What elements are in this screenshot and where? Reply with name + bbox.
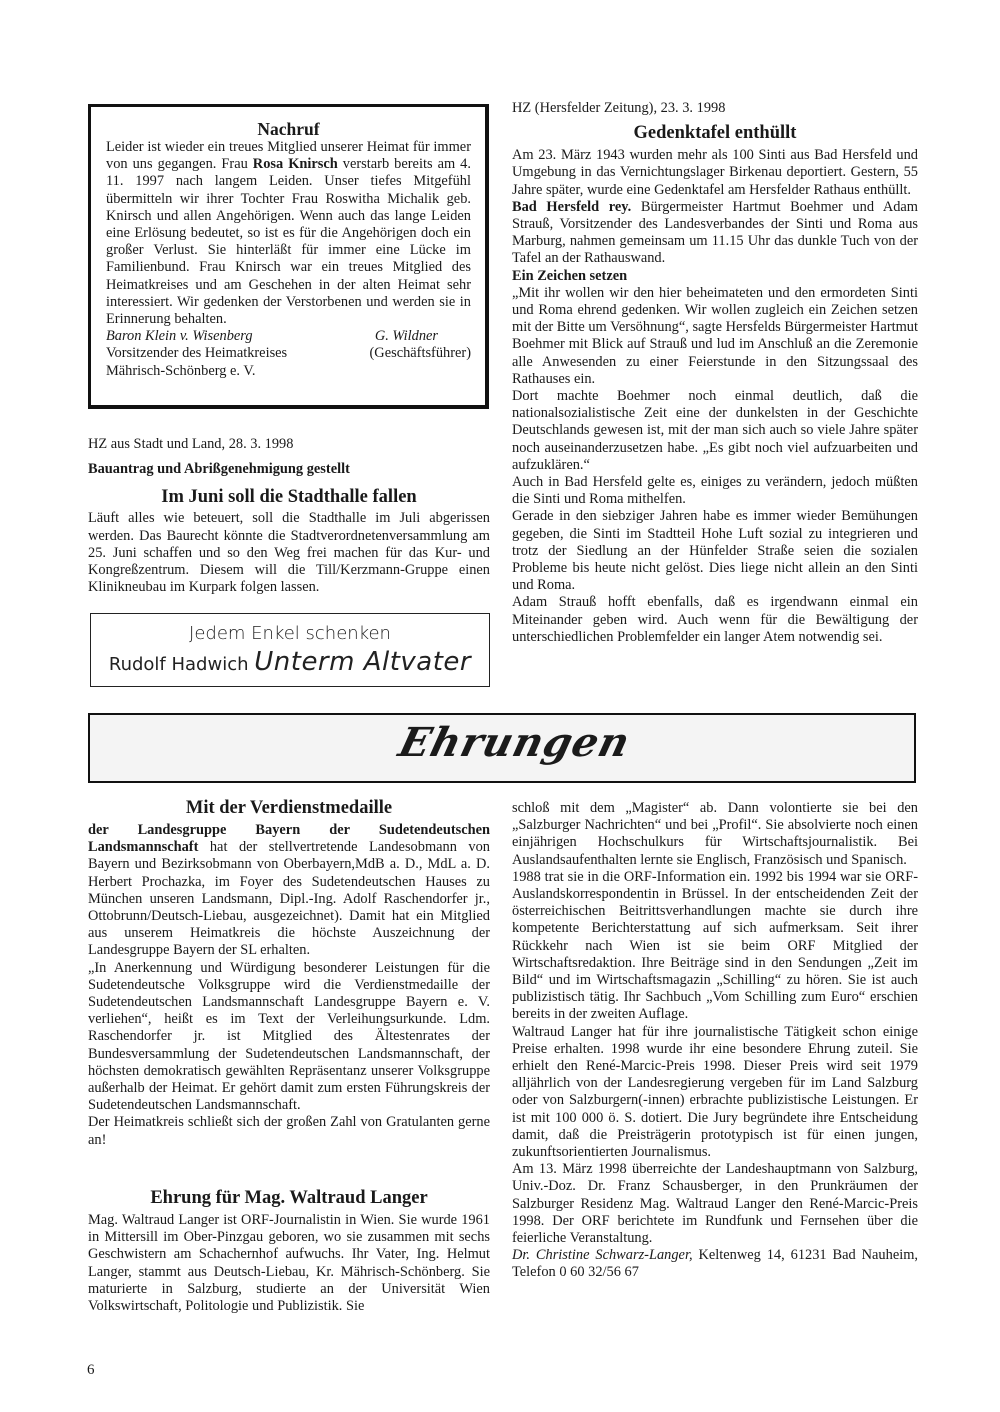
langer-author: Dr. Christine Schwarz-Langer, bbox=[512, 1247, 693, 1264]
langer-p4: Am 13. März 1998 überreichte der Landeshauptmann von Salzburg, Univ.-Doz. Dr. Franz Schausberger, in den Prunkräumen der Salzburger Residenz Mag. Waltraud Langer den René-Marcic-Preis 1998. Der ORF berichtete im Rundfunk und Fernsehen über die feierliche Veranstaltung. bbox=[512, 1161, 918, 1247]
nachruf-signer1: Baron Klein v. Wisenberg bbox=[106, 328, 253, 345]
stadthalle-title: Im Juni soll die Stadthalle fallen bbox=[161, 487, 417, 508]
gedenktafel-p1-text: Bürgermeister Hartmut Boehmer und Adam Strauß, Vorsitzender des Landesverbandes der Sinti und Roma aus Marburg, nahmen gemeinsam um 11.15 Uhr das dunkle Tuch von der Tafel an der Rathauswand. bbox=[512, 198, 918, 267]
nachruf-signature-names bbox=[106, 328, 471, 345]
verdienst-p3: Der Heimatkreis schließt sich der großen Zahl von Gratulanten gerne an! bbox=[88, 1114, 490, 1148]
nachruf-article bbox=[106, 118, 471, 380]
gedenktafel-p3: Dort machte Boehmer noch einmal deutlich, daß die nationalsozialistische Zeit eine der dunkelsten in der Geschichte Deutschlands gewesen ist, mit der man sich auch so viele Jahre später noch auseinanderzusetzen habe. „Es gibt noch viel aufzuarbeiten und aufzuklären.“ bbox=[512, 388, 918, 473]
stadthalle-article bbox=[88, 436, 490, 596]
langer-credit bbox=[512, 1247, 918, 1281]
page-number: 6 bbox=[87, 1362, 95, 1378]
langer-p1: Mag. Waltraud Langer ist ORF-Journalistin in Wien. Sie wurde 1961 in Mittersill im Ober-Pinzgau geboren, wo sie zusammen mit sechs Geschwistern am Schachernhof aufwuchs. Ihr Vater, Ing. Helmut Langer, stammt aus Deutsch-Liebau, Kr. Mährisch-Schönberg. Sie maturierte in Salzburg, studierte an der Universität Wien Volkswirtschaft, Politologie und Publizistik. Sie bbox=[88, 1212, 490, 1315]
book-ad bbox=[90, 613, 490, 687]
book-ad-author: Rudolf Hadwich bbox=[108, 654, 255, 675]
stadthalle-source: HZ aus Stadt und Land, 28. 3. 1998 bbox=[88, 436, 294, 452]
nachruf-signer2-role: (Geschäftsführer) bbox=[369, 345, 471, 362]
langer-article bbox=[88, 1187, 490, 1315]
book-ad-tagline: Jedem Enkel schenken bbox=[189, 623, 391, 644]
langer-title: Ehrung für Mag. Waltraud Langer bbox=[150, 1188, 428, 1208]
langer-p3: Waltraud Langer hat für ihre journalistische Tätigkeit schon einige Preise erhalten. 1998 wurde ihr eine besondere Ehrung zuteil. Sie erhielt den René-Marcic-Preis 1998. Dieser Preis wird seit 1979 alljährlich von der Landesregierung vergeben für im Land Salzburg oder von Salzburgern(-innen) erbrachte publizistische Leistungen. Er ist mit 100 000 ö. S. dotiert. Die Jury begründete ihre Entscheidung damit, daß die Preisträgerin prototypisch ist für einen jungen, zukunftsorientierten Journalismus. bbox=[512, 1023, 918, 1161]
gedenktafel-dateline: Bad Hersfeld rey. bbox=[512, 198, 632, 215]
nachruf-signature-roles bbox=[106, 345, 471, 362]
book-ad-line bbox=[91, 647, 489, 677]
verdienst-p2: „In Anerkennung und Würdigung besonderer Leistungen für die Sudetendeutsche Volksgruppe wird die Verdienstmedaille der Sudetendeutschen Landsmannschaft Landesgruppe Bayern e. V. verliehen“, heißt es im Text der Verleihungsurkunde. Ldm. Raschendorfer jr. ist Mitglied des Ältestenrates der Bundesversammlung der Sudetendeutschen Landsmannschaft, der höchsten demokratisch gewählten Repräsentanz unserer Volksgruppe außerhalb der Heimat. Er gehört damit zum ersten Führungskreis der Sudetendeutschen Landsmannschaft. bbox=[88, 959, 490, 1114]
book-ad-title: Unterm Altvater bbox=[254, 647, 472, 677]
verdienst-p1 bbox=[88, 822, 490, 960]
nachruf-name: Rosa Knirsch bbox=[252, 156, 338, 173]
gedenktafel-source: HZ (Hersfelder Zeitung), 23. 3. 1998 bbox=[512, 100, 726, 116]
verdienst-p1-text: hat der stellvertretende Landesobmann von Bayern und Bezirksobmann von Oberbayern,MdB a. D., MdL a. D. Herbert Prochazka, im Foyer des Sudetendeutschen Hauses zu München unseren Landsmann, Dipl.-Ing. Adolf Raschendorfer jr., Ottobrunn/Deutsch-Liebau, ausgezeichnet). Damit hat ein Mitglied aus unserem Heimatkreis die höchste Auszeichnung der Landesgruppe Bayern der SL erhalten. bbox=[88, 839, 490, 959]
verdienst-lead: der Landesgruppe Bayern der Sudetendeutschen Landsmannschaft bbox=[88, 822, 490, 856]
langer-article-continued bbox=[512, 800, 918, 1282]
verdienst-article bbox=[88, 797, 490, 1149]
nachruf-text-after: verstarb bereits am 4. 11. 1997 nach langem Leiden. Unser tiefes Mitgefühl übermitteln wir ihrer Tochter Frau Roswitha Michalik geb. Knirsch und allen Angehörigen. Wenn auch das lange Leiden eine Erlösung bedeutet, so ist es für die Angehörigen doch ein großer Verlust. Sie hinterläßt für immer eine Lücke im Familienbund. Frau Knirsch war ein treues Mitglied des Heimatkreises und am Geschehen in der alten Heimat sehr interessiert. Wir gedenken der Verstorbenen und werden sie in Erinnerung behalten. bbox=[106, 156, 471, 328]
langer-address: Keltenweg 14, 61231 Bad Nauheim, Telefon 0 60 32/56 67 bbox=[512, 1247, 918, 1281]
gedenktafel-p2: „Mit ihr wollen wir den hier beheimateten und den ermordeten Sinti und Roma ehrend gedenken. Wir wollen zugleich ein Zeichen setzen mit der Bitte um Versöhnung“, sagte Hersfelds Bürgermeister Hartmut Boehmer mit Blick auf Strauß und lud im Anschluß an die Zeremonie alle Anwesenden zu einer Feierstunde in den Sitzungssaal des Rathauses ein. bbox=[512, 284, 918, 387]
nachruf-signer1-role: Vorsitzender des Heimatkreises bbox=[106, 345, 288, 362]
gedenktafel-p5: Gerade in den siebziger Jahren habe es immer wieder Bemühungen gegeben, die Sinti im Stadtteil Hohe Luft sozial zu integrieren und trotz der Siedlung an der Hünfelder Straße seien die sozialen Probleme bis heute nicht gelöst. Dies liege nicht allein an den Sinti und Roma. bbox=[512, 508, 918, 594]
nachruf-body bbox=[106, 139, 471, 328]
nachruf-signer2: G. Wildner bbox=[374, 328, 438, 345]
section-banner-title: Ehrungen bbox=[394, 719, 636, 766]
nachruf-title: Nachruf bbox=[257, 119, 320, 139]
gedenktafel-article bbox=[512, 100, 918, 646]
gedenktafel-p6: Adam Strauß hofft ebenfalls, daß es irgendwann einmal ein Miteinander geben wird. Auch wenn für die Bewältigung der unterschiedlichen Problemfelder ein langer Atem notwendig sei. bbox=[512, 594, 918, 645]
nachruf-org: Mährisch-Schönberg e. V. bbox=[106, 362, 256, 379]
gedenktafel-p4: Auch in Bad Hersfeld gelte es, einiges zu verändern, jedoch müßten die Sinti und Roma mithelfen. bbox=[512, 474, 918, 508]
section-banner bbox=[88, 713, 916, 783]
langer-p2: 1988 trat sie in die ORF-Information ein. 1992 bis 1994 war sie ORF-Auslandskorrespondentin in Brüssel. In der entscheidenden Zeit der österreichischen Beitrittsverhandlungen machte sie durch ihre kompetente Berichterstattung auf sich aufmerksam. Seit ihrer Rückkehr nach Wien ist sie beim ORF Mitglied der Wirtschaftsredaktion. Ihre Beiträge sind in den Sendungen „Zeit im Bild“ und im Wirtschaftsmagazin „Schilling“ zu hören. Sie ist auch publizistisch tätig. Ihr Sachbuch „Vom Schilling zum Euro“ erschien bereits in der zweiten Auflage. bbox=[512, 868, 918, 1023]
nachruf-text-before: Leider ist wieder ein treues Mitglied unserer Heimat für immer von uns gegangen. Frau bbox=[106, 139, 471, 173]
verdienst-title: Mit der Verdienstmedaille bbox=[185, 798, 393, 818]
gedenktafel-p1 bbox=[512, 199, 918, 268]
stadthalle-body: Läuft alles wie beteuert, soll die Stadthalle im Juli abgerissen werden. Das Baurecht könnte die Stadtverordnetenversammlung am 25. Juni schaffen und so den Weg frei machen für das Kur- und Kongreßzentrum. Diesem will die Till/Kerzmann-Gruppe einen Klinikneubau im Kurpark folgen lassen. bbox=[88, 510, 490, 596]
langer-p1-cont: schloß mit dem „Magister“ ab. Dann volontierte sie bei den „Salzburger Nachrichten“ und bei „Profil“. Sie absolvierte noch einen einjährigen Hochschulkurs für Wirtschaftsjournalistik. Bei Auslandsaufenthalten lernte sie Englisch, Französisch und Spanisch. bbox=[512, 800, 918, 868]
gedenktafel-subhead: Ein Zeichen setzen bbox=[512, 267, 628, 284]
gedenktafel-intro: Am 23. März 1943 wurden mehr als 100 Sinti aus Bad Hersfeld und Umgebung in das Vernichtungslager Birkenau deportiert. Gestern, 55 Jahre später, wurde eine Gedenktafel am Hersfelder Rathaus enthüllt. bbox=[512, 147, 918, 198]
stadthalle-kicker: Bauantrag und Abrißgenehmigung gestellt bbox=[88, 461, 350, 478]
gedenktafel-title: Gedenktafel enthüllt bbox=[633, 123, 797, 144]
